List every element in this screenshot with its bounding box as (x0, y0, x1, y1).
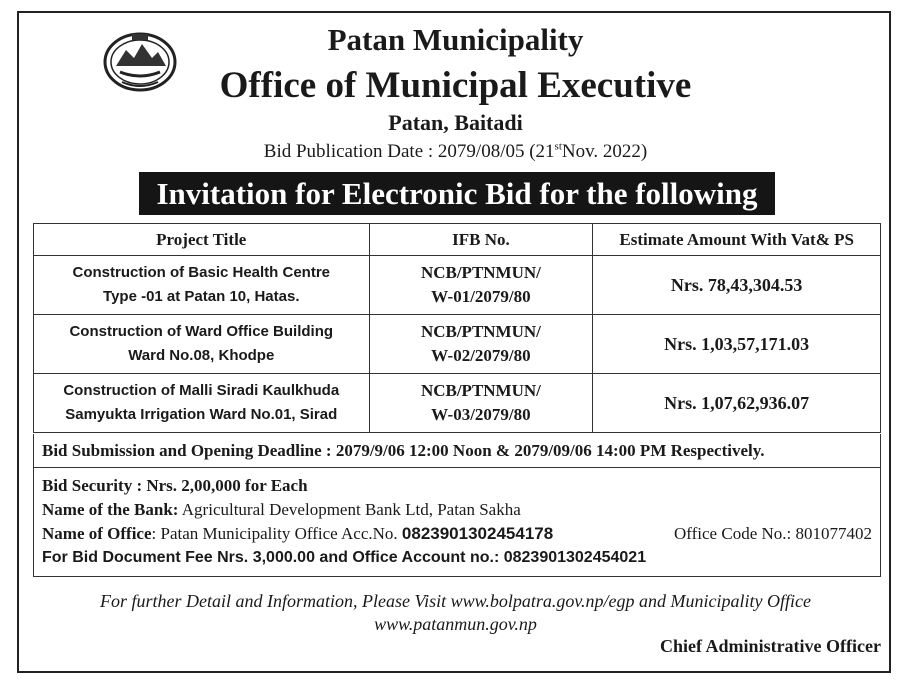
project-title-line: Type -01 at Patan 10, Hatas. (103, 288, 300, 305)
project-title-line: Samyukta Irrigation Ward No.01, Sirad (65, 406, 338, 423)
bid-info-box (33, 468, 881, 577)
office-name-row (42, 522, 872, 546)
document-fee: For Bid Document Fee Nrs. 3,000.00 and Office Account no.: 0823901302454021 (42, 549, 647, 566)
ifb-no-cell (369, 374, 593, 433)
project-title-line: Ward No.08, Khodpe (128, 347, 275, 364)
office-code: Office Code No.: 801077402 (674, 524, 872, 543)
ifb-no-line: NCB/PTNMUN/ (420, 263, 541, 282)
project-title-line: Construction of Ward Office Building (69, 323, 334, 340)
office-label: Name of Office (42, 524, 152, 543)
bank-label: Name of the Bank: (42, 500, 179, 519)
bid-security: Bid Security : Nrs. 2,00,000 for Each (42, 476, 308, 495)
bid-table (33, 223, 881, 433)
office-name: Office of Municipal Executive (219, 65, 692, 106)
estimate-amount-cell: Nrs. 1,07,62,936.07 (593, 374, 881, 433)
project-title-line: Construction of Malli Siradi Kaulkhuda (63, 382, 340, 399)
project-title-cell (34, 374, 370, 433)
office-account-number: 0823901302454178 (401, 524, 554, 543)
signatory: Chief Administrative Officer (660, 636, 881, 656)
column-header-project-title: Project Title (34, 224, 370, 256)
ifb-no-line: W-02/2079/80 (431, 346, 531, 365)
invitation-banner: Invitation for Electronic Bid for the following (139, 172, 775, 215)
office-value: : Patan Municipality Office Acc.No. (151, 524, 402, 543)
office-location: Patan, Baitadi (388, 110, 523, 135)
ifb-no-line: NCB/PTNMUN/ (420, 322, 541, 341)
column-header-ifb-no: IFB No. (369, 224, 593, 256)
ifb-no-line: NCB/PTNMUN/ (420, 381, 541, 400)
table-header-row (34, 224, 881, 256)
publication-date: Bid Publication Date : 2079/08/05 (21stNov. 2022) (263, 140, 648, 162)
project-title-line: Construction of Basic Health Centre (72, 264, 331, 281)
ifb-no-line: W-01/2079/80 (431, 287, 531, 306)
ifb-no-cell (369, 315, 593, 374)
municipality-name: Patan Municipality (327, 22, 584, 57)
project-title-cell (34, 315, 370, 374)
table-row (34, 374, 881, 433)
ifb-no-line: W-03/2079/80 (431, 405, 531, 424)
footer-website: www.patanmun.gov.np (374, 614, 537, 634)
estimate-amount-cell: Nrs. 78,43,304.53 (593, 256, 881, 315)
table-row (34, 315, 881, 374)
bank-value: Agricultural Development Bank Ltd, Patan Sakha (178, 500, 521, 519)
bank-name-row (42, 498, 872, 522)
footer-detail-line: For further Detail and Information, Please Visit www.bolpatra.gov.np/egp and Municipality Office (100, 591, 811, 611)
column-header-estimate-amount: Estimate Amount With Vat& PS (593, 224, 881, 256)
ifb-no-cell (369, 256, 593, 315)
project-title-cell (34, 256, 370, 315)
table-row (34, 256, 881, 315)
submission-deadline: Bid Submission and Opening Deadline : 2079/9/06 12:00 Noon & 2079/09/06 14:00 PM Respectively. (33, 434, 881, 468)
estimate-amount-cell: Nrs. 1,03,57,171.03 (593, 315, 881, 374)
